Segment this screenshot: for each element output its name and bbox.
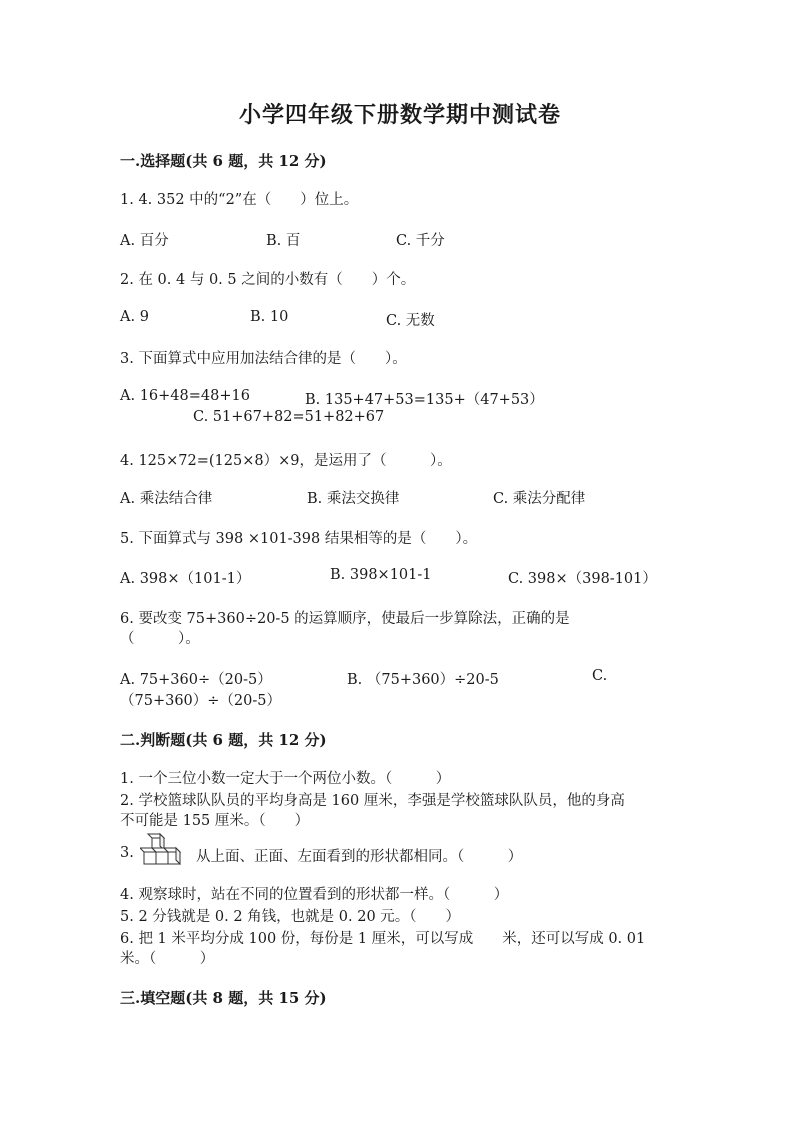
question-text: 2. 在 0. 4 与 0. 5 之间的小数有（ ）个。 [120, 272, 416, 288]
judgement-item: 6. 把 1 米平均分成 100 份，每份是 1 厘米，可以写成 米，还可以写成 0. 01 [120, 931, 646, 947]
judgement-item: 2. 学校篮球队队员的平均身高是 160 厘米，李强是学校篮球队队员，他的身高 [120, 793, 625, 809]
judgement-item: 4. 观察球时，站在不同的位置看到的形状都一样。（ ） [120, 887, 509, 903]
option-c: C. 51+67+82=51+82+67 [193, 409, 385, 425]
section-heading-judgement: 二.判断题(共 6 题，共 12 分) [120, 731, 327, 749]
option-a: A. 9 [120, 309, 149, 325]
option-a: A. 乘法结合律 [120, 491, 213, 507]
option-b: B. 398×101-1 [330, 567, 432, 583]
judgement-item-continued: 不可能是 155 厘米。（ ） [120, 813, 310, 829]
question-text: 6. 要改变 75+360÷20-5 的运算顺序，使最后一步算除法，正确的是 [120, 611, 570, 627]
option-c: C. 乘法分配律 [493, 491, 586, 507]
judgement-item: 5. 2 分钱就是 0. 2 角钱，也就是 0. 20 元。（ ） [120, 909, 461, 925]
option-c: C. 398×（398-101） [508, 571, 657, 587]
option-a: A. 75+360÷（20-5） [120, 672, 272, 688]
question-text: 3. 下面算式中应用加法结合律的是（ ）。 [120, 351, 407, 367]
option-a: A. 百分 [120, 233, 169, 249]
option-b: B. 135+47+53=135+（47+53） [305, 392, 544, 408]
question-text-continued: （ ）。 [120, 631, 200, 647]
section-heading-choice: 一.选择题(共 6 题，共 12 分) [120, 152, 327, 170]
option-b: B. 百 [266, 233, 301, 249]
judgement-item: 1. 一个三位小数一定大于一个两位小数。（ ） [120, 771, 451, 787]
option-a: A. 16+48=48+16 [120, 388, 250, 404]
judgement-item: 从上面、正面、左面看到的形状都相同。（ ） [196, 849, 523, 865]
option-c: C. 无数 [386, 313, 435, 329]
section-heading-fill-in: 三.填空题(共 8 题，共 15 分) [120, 989, 327, 1007]
option-b: B. 乘法交换律 [307, 491, 400, 507]
question-text: 1. 4. 352 中的“2”在（ ）位上。 [120, 192, 359, 208]
option-c-text: （75+360）÷（20-5） [120, 693, 282, 709]
question-text: 5. 下面算式与 398 ×101-398 结果相等的是（ ）。 [120, 531, 478, 547]
cube-stack-figure [140, 832, 188, 868]
judgement-item-number: 3. [120, 845, 134, 861]
page-title: 小学四年级下册数学期中测试卷 [238, 102, 561, 128]
question-text: 4. 125×72=(125×8）×9，是运用了（ ）。 [120, 453, 452, 469]
option-b: B. （75+360）÷20-5 [347, 672, 499, 688]
option-c: C. 千分 [396, 233, 445, 249]
option-c: C. [592, 668, 608, 684]
option-b: B. 10 [250, 309, 289, 325]
judgement-item-continued: 米。（ ） [120, 951, 215, 967]
option-a: A. 398×（101-1） [120, 571, 251, 587]
